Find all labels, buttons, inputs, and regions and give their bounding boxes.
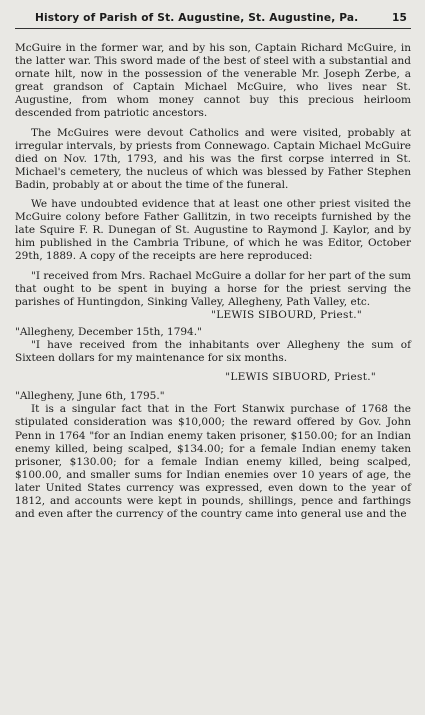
running-title: History of Parish of St. Augustine, St. Augustine, Pa. xyxy=(35,12,359,24)
paragraph-3: We have undoubted evidence that at least one other priest visited the McGuire colony before Father Gallitzin, in two receipts furnished by the late Squire F. R. Dunegan of St. Augustine to Raymond J. Kaylor, and by him published in the Cambria Tribune, of which he was Editor, October 29th, 1889. A copy of the receipts are here reproduced: xyxy=(15,198,411,263)
paragraph-1: McGuire in the former war, and by his son, Captain Richard McGuire, in the latter war. This sword made of the best of steel with a substantial and ornate hilt, now in the possession of the venerable Mr. Joseph Zerbe, a great grandson of Captain Michael McGuire, who lives near St. Augustine, from whom money cannot buy this precious heirloom descended from patriotic ancestors. xyxy=(15,42,411,120)
paragraph-2: The McGuires were devout Catholics and were visited, probably at irregular intervals, by priests from Connewago. Captain Michael McGuire died on Nov. 17th, 1793, and his was the first corpse interred in St. Michael's cemetery, the nucleus of which was blessed by Father Stephen Badin, probably at or about the time of the funeral. xyxy=(15,126,411,191)
page-body xyxy=(15,42,411,521)
page-header xyxy=(15,12,411,24)
receipt-1-signature: "LEWIS SIBOURD, Priest." xyxy=(211,308,362,321)
header-rule xyxy=(15,28,411,29)
paragraph-6: It is a singular fact that in the Fort Stanwix purchase of 1768 the stipulated consideration was $10,000; the reward offered by Gov. John Penn in 1764 "for an Indian enemy taken prisoner, $150.00; for an Indian enemy killed, being scalped, $134.00; for a female Indian enemy taken prisoner, $130.00; for a female Indian enemy killed, being scalped, $100.00, and smaller sums for Indian enemies over 10 years of age, the later United States currency was expressed, even down to the year of 1812, and accounts were kept in pounds, shillings, pence and farthings and even after the currency of the country came into general use and the xyxy=(15,403,411,521)
page-number: 15 xyxy=(391,12,407,24)
receipt-2-dateline: "Allegheny, June 6th, 1795." xyxy=(15,390,165,403)
receipt-2-signature: "LEWIS SIBUORD, Priest." xyxy=(225,371,376,384)
receipt-2-text: "I have received from the inhabitants over Allegheny the sum of Sixteen dollars for my maintenance for six months. xyxy=(15,338,411,365)
receipt-1-text: "I received from Mrs. Rachael McGuire a dollar for her part of the sum that ought to be spent in buying a horse for the priest serving the parishes of Huntingdon, Sinking Valley, Allegheny, Path Valley, etc. xyxy=(15,269,411,308)
receipt-1-dateline: "Allegheny, December 15th, 1794." xyxy=(15,325,202,338)
